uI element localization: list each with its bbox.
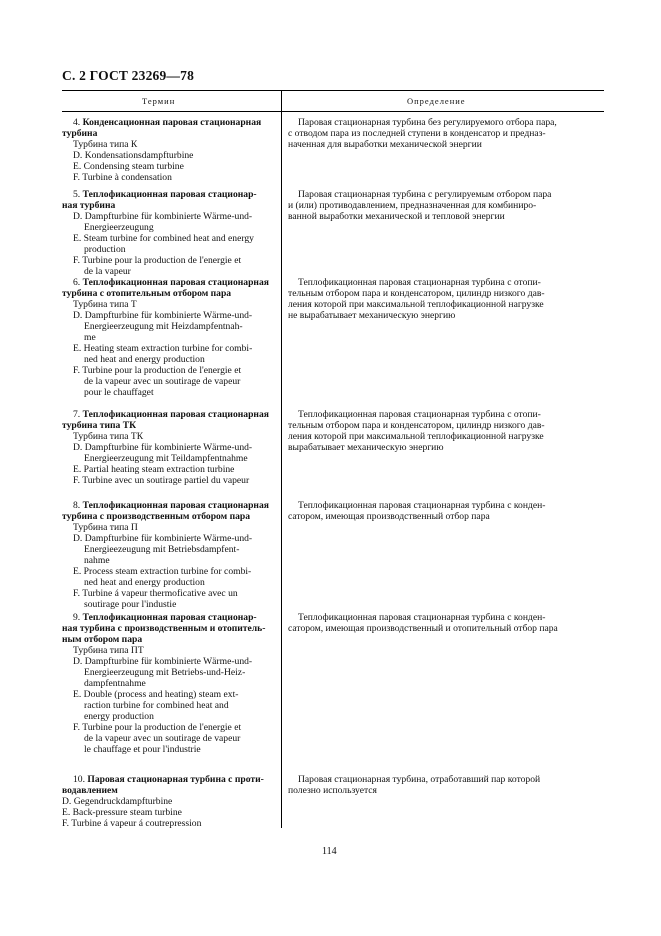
term-translation-line: F. Turbine á vapeur thermoficative avec un	[73, 588, 238, 599]
definition-entry	[288, 500, 602, 522]
definition-line: Теплофикационная паровая стационарная турбина с конден-	[298, 500, 546, 511]
term-translation-line: Турбина типа Т	[73, 299, 137, 310]
column-header-term: Термин	[142, 96, 176, 106]
term-translation-line: Energieerzeugung mit Betriebs-und-Heiz-	[84, 667, 246, 678]
term-translation-line: nahme	[84, 555, 110, 566]
term-translation-line: D. Dampfturbine für kombinierte Wärme-und-	[73, 310, 253, 321]
term-translation-line: le chauffage et pour l'industrie	[84, 744, 201, 755]
definition-line: ления которой при максимальной теплофикационной нагрузке	[288, 431, 544, 442]
term-translation-line: soutirage pour l'industie	[84, 599, 177, 610]
term-translation-line: F. Turbine à condensation	[73, 172, 172, 183]
term-translation-line: ned heat and energy production	[84, 354, 205, 365]
term-heading-line	[62, 117, 278, 128]
term-translation-line: energy production	[84, 711, 154, 722]
term-heading-line	[62, 189, 278, 200]
term-heading-line: ная турбина с производственным и отопитель-	[62, 623, 266, 634]
definition-line: тельным отбором пара и конденсатором, цилиндр низкого дав-	[288, 288, 545, 299]
terms-table	[62, 90, 604, 838]
term-translation-line: E. Double (process and heating) steam ext-	[73, 689, 239, 700]
term-entry	[62, 774, 278, 829]
term-number: 4. Конденсационная паровая стационарная	[73, 117, 262, 128]
term-translation-line: F. Turbine á vapeur á coutrepression	[62, 818, 202, 829]
term-translation-line: de la vapeur avec un soutirage de vapeur	[84, 376, 241, 387]
term-heading-line: турбина с производственным отбором пара	[62, 511, 251, 522]
definition-line: ванной выработки механической и тепловой энергии	[288, 211, 505, 222]
table-top-rule	[62, 90, 604, 91]
definition-line: Паровая стационарная турбина без регулируемого отбора пара,	[298, 117, 557, 128]
term-entry	[62, 612, 278, 755]
term-translation-line: Турбина типа К	[73, 139, 138, 150]
definition-line: Паровая стационарная турбина с регулируемым отбором пара	[298, 189, 552, 200]
term-translation-line: F. Turbine pour la production de l'energie et	[73, 722, 242, 733]
term-number: 6. Теплофикационная паровая стационарная	[73, 277, 269, 288]
page-header: С. 2 ГОСТ 23269—78	[62, 68, 195, 83]
term-translation-line: Турбина типа П	[73, 522, 138, 533]
term-translation-line: raction turbine for combined heat and	[84, 700, 229, 711]
term-heading-line: турбина с отопительным отбором пара	[62, 288, 232, 299]
term-translation-line: D. Dampfturbine für kombinierte Wärme-und-	[73, 442, 253, 453]
term-heading-line: водавлением	[62, 785, 118, 796]
term-number: 9. Теплофикационная паровая стационар-	[73, 612, 257, 623]
term-translation-line: ned heat and energy production	[84, 577, 205, 588]
term-number: 10. Паровая стационарная турбина с проти-	[73, 774, 264, 785]
term-translation-line: Energieezeugung mit Betriebsdampfent-	[84, 544, 240, 555]
definition-entry	[288, 612, 602, 634]
column-header-definition: Определение	[407, 96, 466, 106]
term-translation-line: F. Turbine pour la production de l'energie et	[73, 365, 242, 376]
term-translation-line: D. Dampfturbine für kombinierte Wärme-und-	[73, 656, 253, 667]
term-translation-line: E. Back-pressure steam turbine	[62, 807, 182, 818]
term-heading-line: ным отбором пара	[62, 634, 143, 645]
term-translation-line: production	[84, 244, 126, 255]
term-entry	[62, 500, 278, 610]
term-heading-line	[62, 612, 278, 623]
header-bottom-rule	[62, 111, 604, 112]
term-translation-line: de la vapeur	[84, 266, 131, 277]
definition-line: не вырабатывает механическую энергию	[288, 310, 456, 321]
column-divider	[281, 90, 282, 828]
term-heading-line	[62, 409, 278, 420]
definition-line: Теплофикационная паровая стационарная турбина с конден-	[298, 612, 546, 623]
definition-line: Теплофикационная паровая стационарная турбина с отопи-	[298, 277, 541, 288]
term-translation-line: D. Kondensationsdampfturbine	[73, 150, 194, 161]
term-entry	[62, 117, 278, 183]
definition-entry	[288, 189, 602, 222]
term-translation-line: E. Steam turbine for combined heat and energy	[73, 233, 254, 244]
term-translation-line: Турбина типа ТК	[73, 431, 144, 442]
term-translation-line: Турбина типа ПТ	[73, 645, 144, 656]
term-translation-line: pour le chauffaget	[84, 387, 154, 398]
definition-line: сатором, имеющая производственный отбор пара	[288, 511, 490, 522]
term-translation-line: F. Turbine avec un soutirage partiel du vapeur	[73, 475, 250, 486]
definition-line: наченная для выработки механической энергии	[288, 139, 482, 150]
term-heading-line	[62, 277, 278, 288]
definition-line: ления которой при максимальной теплофикационной нагрузке	[288, 299, 544, 310]
term-translation-line: Energieerzeugung mit Teildampfentnahme	[84, 453, 248, 464]
term-number: 7. Теплофикационная паровая стационарная	[73, 409, 269, 420]
term-translation-line: dampfentnahme	[84, 678, 146, 689]
definition-line: тельным отбором пара и конденсатором, цилиндр низкого дав-	[288, 420, 545, 431]
term-translation-line: D. Dampfturbine für kombinierte Wärme-und-	[73, 533, 253, 544]
definition-entry	[288, 117, 602, 150]
term-entry	[62, 409, 278, 486]
term-translation-line: D. Dampfturbine für kombinierte Wärme-und-	[73, 211, 253, 222]
term-heading-line: турбина типа ТК	[62, 420, 137, 431]
term-number: 8. Теплофикационная паровая стационарная	[73, 500, 269, 511]
definition-line: сатором, имеющая производственный и отопительный отбор пара	[288, 623, 558, 634]
definition-entry	[288, 409, 602, 453]
term-translation-line: D. Gegendruckdampfturbine	[62, 796, 173, 807]
term-heading-line: ная турбина	[62, 200, 116, 211]
term-translation-line: F. Turbine pour la production de l'energie et	[73, 255, 242, 266]
definition-line: Теплофикационная паровая стационарная турбина с отопи-	[298, 409, 541, 420]
term-heading-line	[62, 500, 278, 511]
definition-entry	[288, 277, 602, 321]
term-translation-line: E. Heating steam extraction turbine for combi-	[73, 343, 253, 354]
term-heading-line: турбина	[62, 128, 98, 139]
definition-line: полезно используется	[288, 785, 377, 796]
term-translation-line: E. Partial heating steam extraction turbine	[73, 464, 235, 475]
term-translation-line: de la vapeur avec un soutirage de vapeur	[84, 733, 241, 744]
term-entry	[62, 189, 278, 277]
definition-line: с отводом пара из последней ступени в конденсатор и предназ-	[288, 128, 546, 139]
definition-line: и (или) противодавлением, предназначенная для комбиниро-	[288, 200, 537, 211]
term-heading-line	[62, 774, 278, 785]
term-translation-line: E. Condensing steam turbine	[73, 161, 184, 172]
term-translation-line: E. Process steam extraction turbine for combi-	[73, 566, 252, 577]
term-translation-line: Energieerzeugung	[84, 222, 154, 233]
definition-line: Паровая стационарная турбина, отработавший пар которой	[298, 774, 541, 785]
term-entry	[62, 277, 278, 398]
definition-line: вырабатывает механическую энергию	[288, 442, 444, 453]
term-translation-line: me	[84, 332, 96, 343]
page-number: 114	[322, 846, 337, 857]
term-number: 5. Теплофикационная паровая стационар-	[73, 189, 257, 200]
definition-entry	[288, 774, 602, 796]
term-translation-line: Energieerzeugung mit Heizdampfentnah-	[84, 321, 243, 332]
